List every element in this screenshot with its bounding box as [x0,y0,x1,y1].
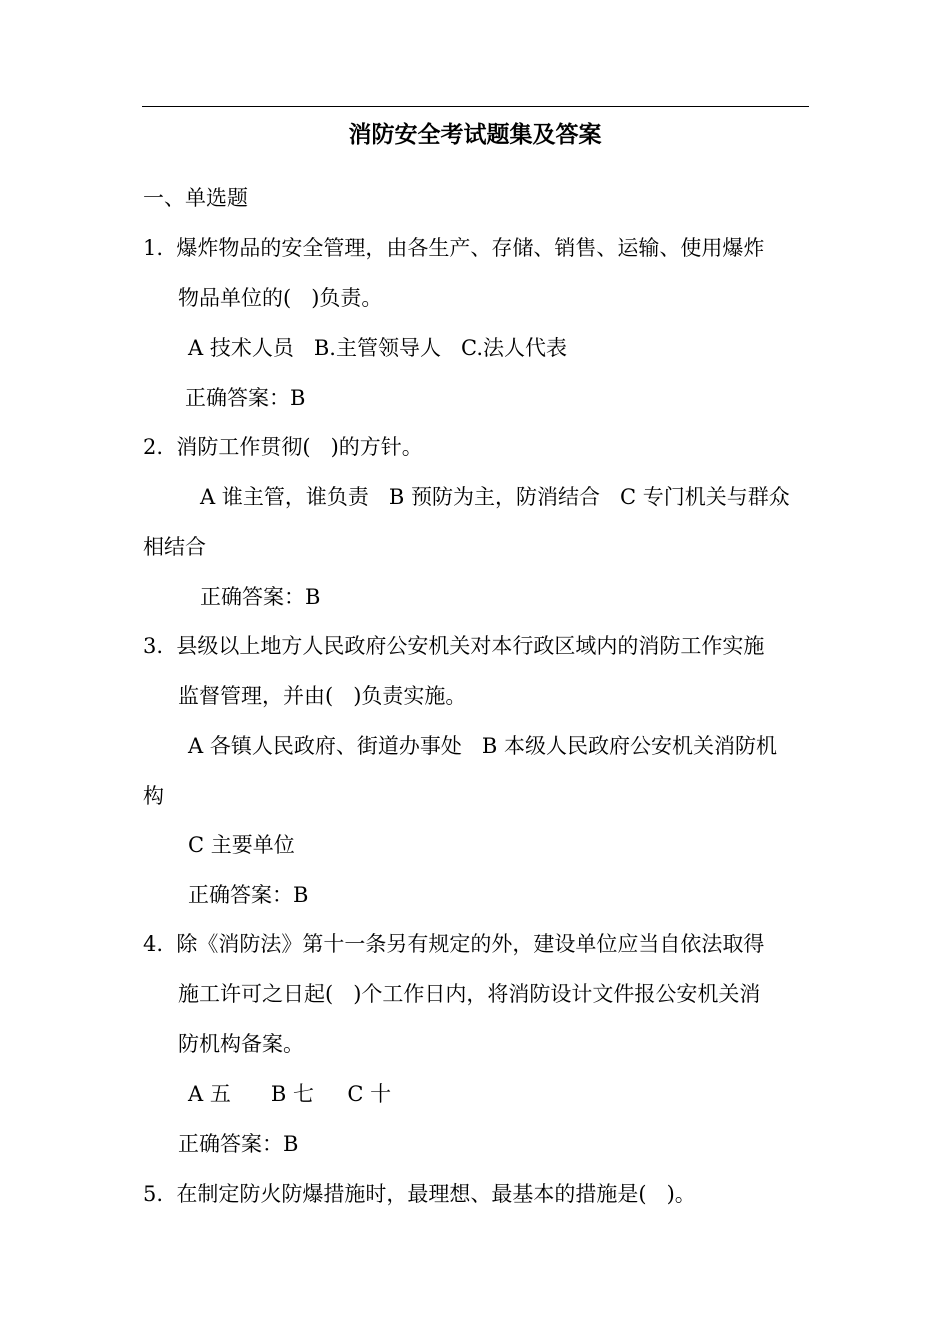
question-4-stem-line-3: 防机构备案。 [178,1032,304,1056]
question-2-options-line-2: 相结合 [143,535,206,559]
question-3-options-line-3: C 主要单位 [188,833,295,857]
question-3-answer: 正确答案：B [188,883,309,907]
question-1-answer: 正确答案：B [185,386,306,410]
question-3-options-line-2: 构 [143,784,164,808]
header-rule [142,106,809,107]
section-heading: 一、单选题 [143,186,248,210]
question-2-answer: 正确答案：B [200,585,321,609]
question-3-stem-line-1: 3. 县级以上地方人民政府公安机关对本行政区域内的消防工作实施 [143,634,765,658]
question-1-options: A 技术人员 B.主管领导人 C.法人代表 [188,336,567,360]
question-2-stem-line-1: 2. 消防工作贯彻( )的方针。 [143,435,423,459]
question-1-stem-line-1: 1. 爆炸物品的安全管理，由各生产、存储、销售、运输、使用爆炸 [143,236,765,260]
question-4-options: A 五 B 七 C 十 [188,1082,392,1106]
document-title: 消防安全考试题集及答案 [348,121,602,148]
question-4-stem-line-2: 施工许可之日起( )个工作日内，将消防设计文件报公安机关消 [178,982,761,1006]
question-1-stem-line-2: 物品单位的( )负责。 [178,286,383,310]
question-4-stem-line-1: 4. 除《消防法》第十一条另有规定的外，建设单位应当自依法取得 [143,932,765,956]
question-3-options-line-1: A 各镇人民政府、街道办事处 B 本级人民政府公安机关消防机 [188,734,777,758]
question-4-answer: 正确答案：B [178,1132,299,1156]
question-2-options-line-1: A 谁主管，谁负责 B 预防为主，防消结合 C 专门机关与群众 [200,485,790,509]
question-5-stem-line-1: 5. 在制定防火防爆措施时，最理想、最基本的措施是( )。 [143,1182,696,1206]
question-3-stem-line-2: 监督管理，并由( )负责实施。 [178,684,467,708]
